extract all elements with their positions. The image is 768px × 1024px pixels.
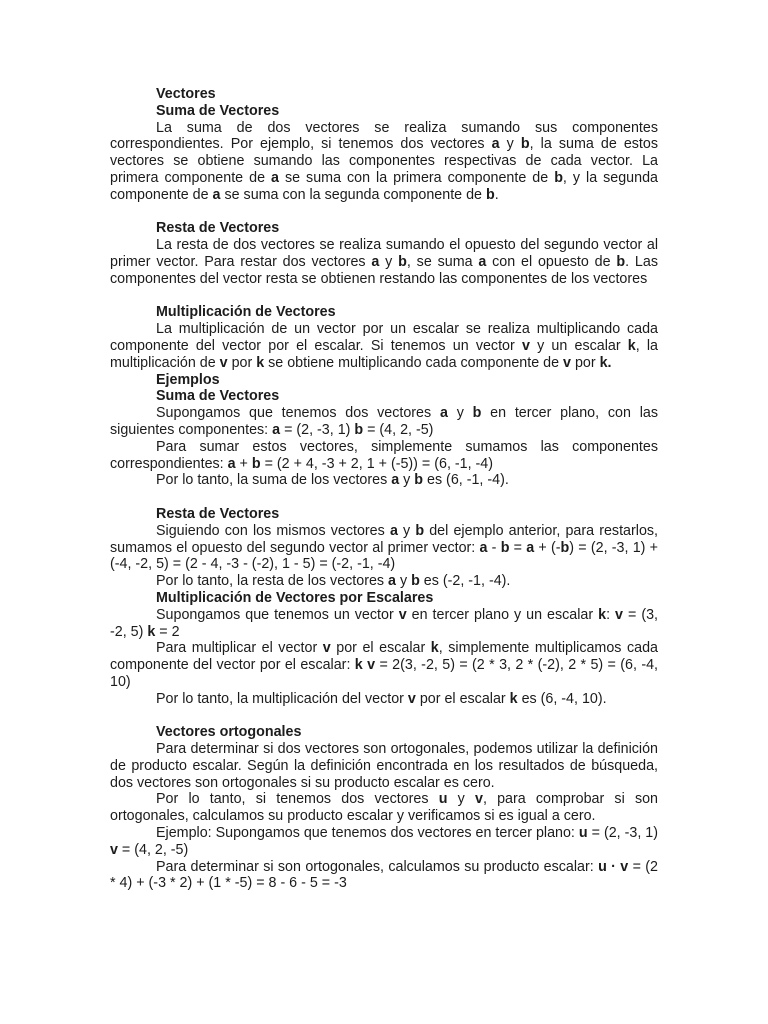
paragraph-ejemplo-suma-resultado (110, 472, 658, 489)
text-run: se suma con la primera componente de (278, 169, 555, 186)
bold-symbol: a (212, 186, 221, 203)
text-run: : (606, 606, 616, 623)
bold-symbol: b (354, 421, 364, 438)
text-run: es (6, -4, 10). (517, 690, 607, 707)
paragraph-ejemplo-suma-calculo (110, 439, 658, 473)
bold-symbol: u (438, 791, 448, 808)
text-run: Por lo tanto, si tenemos dos vectores (156, 791, 439, 808)
bold-symbol: k v (354, 657, 376, 674)
bold-symbol: a (491, 136, 500, 153)
bold-symbol: v (110, 841, 118, 858)
text-run: se suma con la segunda componente de (220, 186, 486, 203)
paragraph-spacer (110, 204, 658, 221)
paragraph-resta-definicion (110, 237, 658, 287)
text-run: = (2, -3, 1) (587, 825, 658, 842)
bold-symbol: a (479, 539, 488, 556)
heading-vectores: Vectores (156, 86, 216, 102)
bold-symbol: a (391, 472, 400, 489)
paragraph-ortogonales-calculo (110, 859, 658, 893)
bold-symbol: a (389, 522, 398, 539)
text-run: Para multiplicar el vector (156, 640, 323, 657)
document-body (110, 86, 658, 892)
bold-symbol: v (398, 606, 407, 623)
text-run: Siguiendo con los mismos vectores (156, 522, 390, 539)
text-run: del ejemplo anterior, para restarlos, sumamos el opuesto del segundo vector al primer vector: (110, 522, 659, 556)
heading-ejemplo-suma: Suma de Vectores (156, 388, 280, 405)
text-run: por (571, 354, 600, 371)
text-run: . Las componentes del vector resta se obtienen restando las componentes de los vectores (110, 253, 658, 287)
bold-symbol: k (430, 640, 439, 657)
text-run: y un escalar (529, 337, 628, 354)
text-run: = 2(3, -2, 5) = (2 * 3, 2 * (-2), 2 * 5) = (6, -4, 10) (110, 657, 659, 690)
bold-symbol: a (371, 253, 380, 270)
paragraph-multiplicacion-definicion (110, 321, 658, 371)
paragraph-spacer (110, 707, 658, 724)
text-run: Para sumar estos vectores, simplemente sumamos las componentes correspondientes: (110, 438, 658, 472)
bold-symbol: v (407, 690, 416, 707)
paragraph-ejemplo-suma-datos (110, 405, 658, 439)
bold-symbol: k. (599, 354, 612, 371)
bold-symbol: v (219, 354, 228, 371)
bold-symbol: b (554, 169, 563, 186)
text-run: Supongamos que tenemos dos vectores (156, 405, 440, 422)
paragraph-suma-definicion (110, 120, 658, 204)
bold-symbol: a (271, 169, 279, 186)
bold-symbol: a (526, 539, 535, 556)
bold-symbol: b (472, 405, 482, 422)
text-run: Para determinar si son ortogonales, calculamos su producto escalar: (156, 858, 599, 875)
text-run: = 2 (155, 623, 180, 640)
text-run: , la suma de estos vectores se obtiene sumando las componentes respectivas de cada vector. La primera componente de (110, 136, 659, 186)
bold-symbol: b (411, 573, 420, 590)
text-run: - (487, 539, 501, 556)
text-run: = (4, 2, -5) (363, 421, 434, 438)
paragraph-ejemplo-resta-resultado (110, 573, 658, 590)
bold-symbol: b (414, 472, 424, 489)
text-run: + (235, 455, 252, 472)
text-run: y (447, 405, 473, 422)
paragraph-ejemplo-multiplicacion-calculo (110, 640, 658, 690)
bold-symbol: k (598, 606, 607, 623)
text-run: y (379, 253, 399, 270)
bold-symbol: b (560, 539, 570, 556)
text-run: Por lo tanto, la multiplicación del vector (156, 690, 408, 707)
text-run: y (499, 136, 521, 153)
bold-symbol: k (509, 690, 518, 707)
text-run: ) = (2, -3, 1) + (-4, -2, 5) = (2 - 4, -3 - (-2), 1 - 5) = (-2, -1, -4) (110, 539, 658, 573)
text-run: = (2 + 4, -3 + 2, 1 + (-5)) = (6, -1, -4) (260, 455, 494, 472)
text-run: Por lo tanto, la suma de los vectores (156, 472, 392, 489)
bold-symbol: a (272, 421, 281, 438)
bold-symbol: b (485, 186, 495, 203)
heading-vectores-ortogonales: Vectores ortogonales (156, 724, 302, 741)
text-run: Por lo tanto, la resta de los vectores (156, 573, 389, 590)
bold-symbol: b (251, 455, 261, 472)
bold-symbol: a (388, 573, 396, 590)
paragraph-spacer (110, 489, 658, 506)
text-run: , se suma (406, 253, 479, 270)
bold-symbol: b (398, 253, 407, 270)
text-run: y (396, 573, 412, 590)
text-run: + (- (534, 539, 561, 556)
text-run: = (2, -3, 1) (280, 421, 355, 438)
text-run: y (447, 791, 475, 808)
text-run: Supongamos que tenemos un vector (156, 606, 399, 623)
text-run: y (399, 472, 415, 489)
bold-symbol: k (147, 623, 156, 640)
text-run: La suma de dos vectores se realiza sumando sus componentes correspondientes. Por ejemplo, si tenemos dos vectores (110, 119, 658, 153)
bold-symbol: u (578, 825, 588, 842)
text-run: por el escalar (330, 640, 431, 657)
text-run: La multiplicación de un vector por un escalar se realiza multiplicando cada componente del vector por el escalar. Si tenemos un vector (110, 321, 658, 354)
paragraph-ejemplo-multiplicacion-datos (110, 607, 658, 641)
paragraph-ejemplo-resta-calculo (110, 523, 658, 573)
bold-symbol: v (521, 337, 530, 354)
text-run: con el opuesto de (486, 253, 617, 270)
text-run: y (397, 522, 416, 539)
heading-ejemplo-resta: Resta de Vectores (156, 505, 280, 522)
heading-ejemplo-multiplicacion: Multiplicación de Vectores por Escalares (156, 589, 434, 606)
text-run: = (3, -2, 5) (110, 606, 659, 640)
bold-symbol: k (627, 337, 636, 354)
bold-symbol: v (563, 354, 571, 371)
heading-suma-de-vectores: Suma de Vectores (156, 102, 280, 119)
text-run: es (-2, -1, -4). (419, 573, 511, 590)
paragraph-ortogonales-metodo (110, 791, 658, 825)
text-run: , la multiplicación de (110, 337, 658, 371)
text-run: Para determinar si dos vectores son ortogonales, podemos utilizar la definición de producto escalar. Según la definición encontrada en los resultados de búsqueda, dos vectores son ortogonales si su producto escalar es cero. (110, 741, 658, 791)
text-run: , simplemente multiplicamos cada componente del vector por el escalar: (110, 640, 658, 674)
text-run: se obtiene multiplicando cada componente de (264, 354, 564, 371)
text-run: Ejemplo: Supongamos que tenemos dos vectores en tercer plano: (156, 825, 579, 842)
text-run: = (509, 539, 527, 556)
paragraph-ejemplo-multiplicacion-resultado (110, 691, 658, 708)
text-run: por el escalar (415, 690, 510, 707)
text-run: La resta de dos vectores se realiza sumando el opuesto del segundo vector al primer vector. Para restar dos vectores (110, 237, 658, 270)
heading-ejemplos: Ejemplos (156, 371, 220, 388)
text-run: , y la segunda componente de (110, 169, 658, 203)
text-run: en tercer plano y un escalar (406, 606, 599, 623)
bold-symbol: a (227, 455, 236, 472)
text-run: por (227, 354, 257, 371)
bold-symbol: u · v (598, 858, 629, 875)
bold-symbol: a (439, 405, 448, 422)
bold-symbol: v (615, 606, 623, 623)
bold-symbol: b (520, 136, 530, 153)
text-run: , para comprobar si son ortogonales, calculamos su producto escalar y verificamos si es igual a cero. (110, 791, 658, 825)
heading-resta-de-vectores: Resta de Vectores (156, 220, 280, 237)
bold-symbol: b (415, 522, 425, 539)
bold-symbol: a (478, 253, 487, 270)
heading-multiplicacion-de-vectores: Multiplicación de Vectores (156, 304, 336, 321)
bold-symbol: b (500, 539, 510, 556)
text-run: en tercer plano, con las siguientes componentes: (110, 405, 659, 438)
bold-symbol: v (474, 791, 483, 808)
text-run: es (6, -1, -4). (423, 472, 509, 489)
text-run: = (4, 2, -5) (117, 841, 189, 858)
paragraph-ortogonales-ejemplo (110, 825, 658, 859)
bold-symbol: k (256, 354, 265, 371)
paragraph-spacer (110, 288, 658, 305)
paragraph-ortogonales-definicion (110, 741, 658, 791)
bold-symbol: b (616, 253, 626, 270)
text-run: = (2 * 4) + (-3 * 2) + (1 * -5) = 8 - 6 - 5 = -3 (110, 858, 658, 892)
text-run: . (494, 186, 499, 203)
bold-symbol: v (322, 640, 331, 657)
